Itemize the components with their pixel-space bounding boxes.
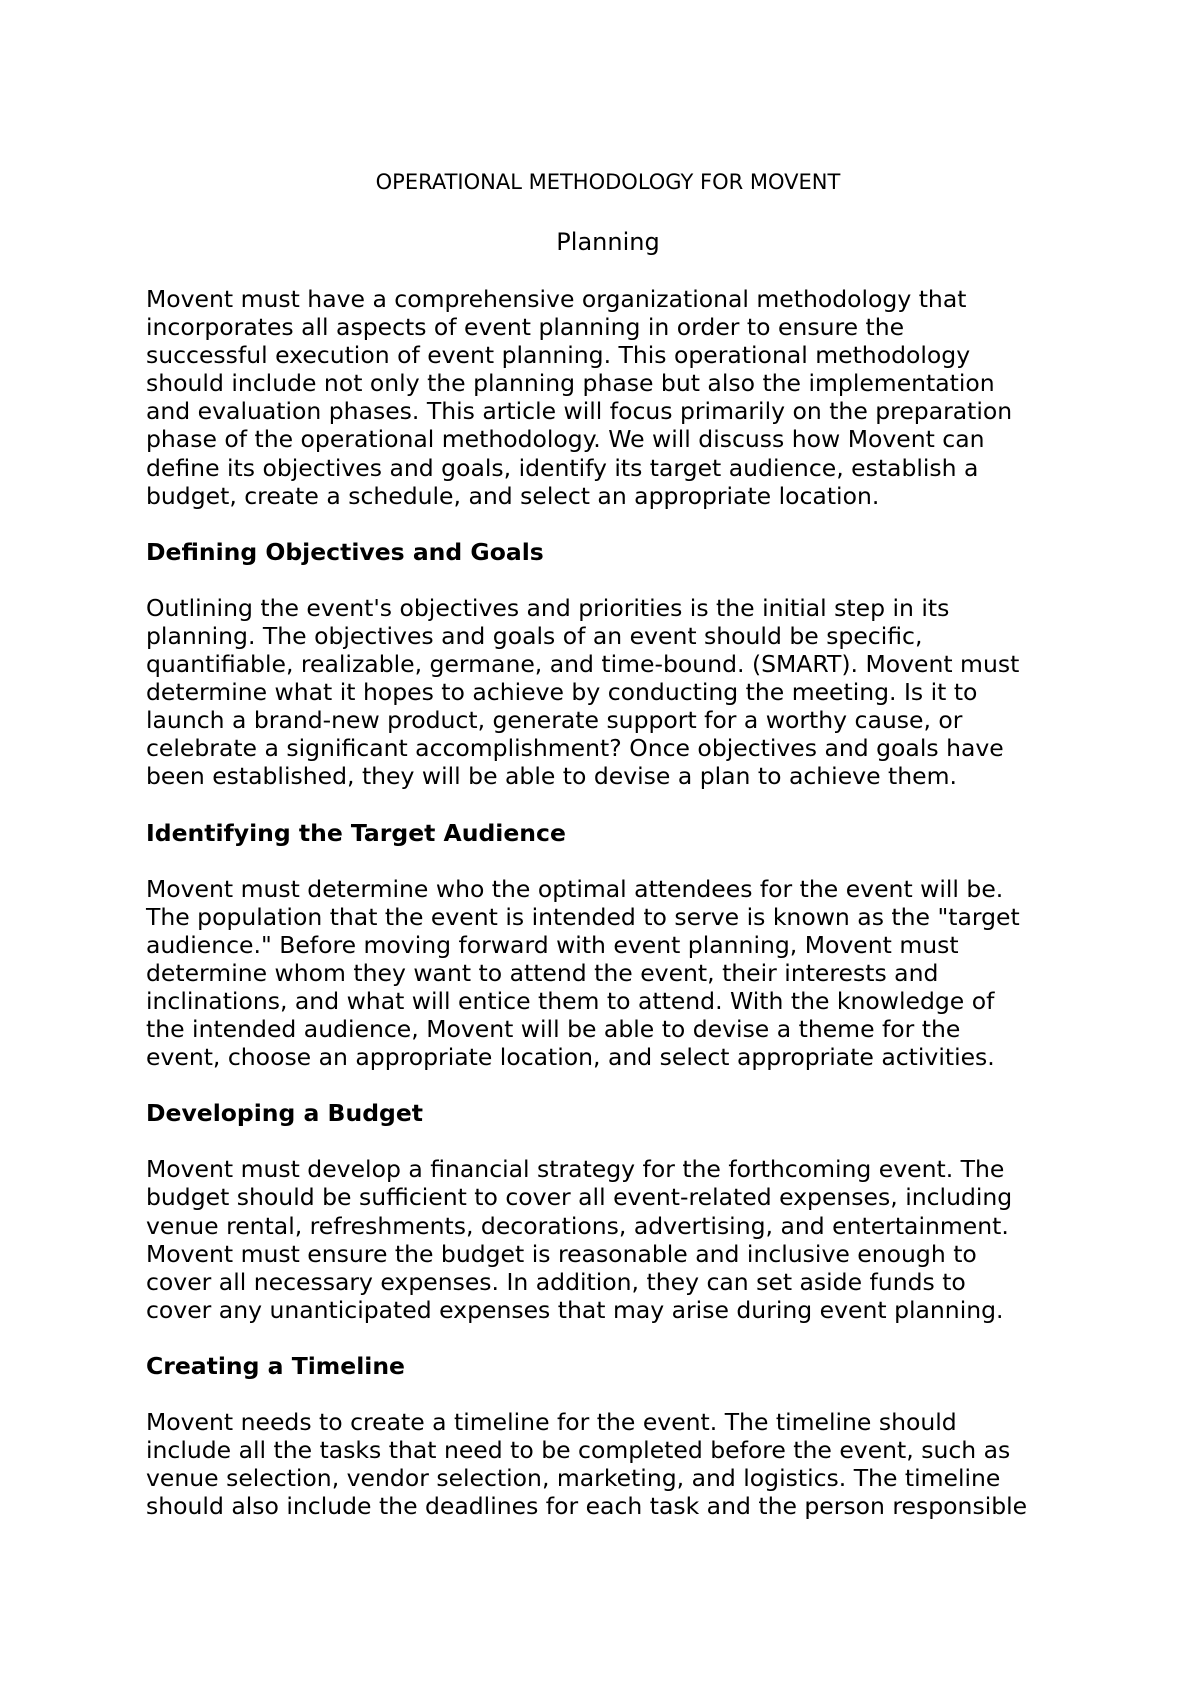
paragraph-line: Movent must have a comprehensive organizational methodology that [146, 285, 967, 313]
paragraph-line: audience." Before moving forward with event planning, Movent must [146, 930, 959, 959]
paragraph-line: The population that the event is intended to serve is known as the "target [146, 902, 1020, 931]
paragraph-line: determine what it hopes to achieve by conducting the meeting. Is it to [146, 678, 978, 707]
paragraph-line: successful execution of event planning. This operational methodology [146, 341, 971, 370]
paragraph-line: and evaluation phases. This article will focus primarily on the preparation [146, 397, 1013, 426]
paragraph-line: Movent must determine who the optimal attendees for the event will be. [146, 874, 1004, 903]
heading-target-audience: Identifying the Target Audience [146, 818, 566, 847]
paragraph-creating-timeline [146, 1408, 1070, 1520]
paragraph-line: venue rental, refreshments, decorations, advertising, and entertainment. [146, 1211, 1009, 1240]
paragraph-line: inclinations, and what will entice them to attend. With the knowledge of [146, 986, 995, 1015]
paragraph-line: cover any unanticipated expenses that may arise during event planning. [146, 1295, 1004, 1324]
paragraph-line: quantifiable, realizable, germane, and time-bound. (SMART). Movent must [146, 650, 1020, 679]
paragraph-line: cover all necessary expenses. In addition, they can set aside funds to [146, 1267, 966, 1296]
paragraph-line: planning. The objectives and goals of an event should be specific, [146, 621, 923, 650]
section-title: Planning [556, 228, 660, 256]
paragraph-line: budget, create a schedule, and select an appropriate location. [146, 481, 880, 510]
paragraph-line: Outlining the event's objectives and priorities is the initial step in its [146, 593, 950, 622]
paragraph-line: phase of the operational methodology. We will discuss how Movent can [146, 425, 985, 454]
paragraph-line: been established, they will be able to devise a plan to achieve them. [146, 762, 957, 791]
paragraph-developing-budget [146, 1155, 1070, 1324]
heading-defining-objectives: Defining Objectives and Goals [146, 537, 544, 566]
paragraph-line: Movent must develop a financial strategy for the forthcoming event. The [146, 1155, 1005, 1184]
paragraph-line: celebrate a significant accomplishment? Once objectives and goals have [146, 734, 1004, 763]
paragraph-line: should include not only the planning phase but also the implementation [146, 369, 995, 398]
paragraph-line: should also include the deadlines for each task and the person responsible [146, 1492, 1028, 1521]
paragraph-line: Movent must ensure the budget is reasonable and inclusive enough to [146, 1239, 977, 1268]
paragraph-target-audience [146, 875, 1070, 1072]
paragraph-line: determine whom they want to attend the event, their interests and [146, 958, 939, 987]
paragraph-line: define its objectives and goals, identify its target audience, establish a [146, 453, 979, 482]
intro-paragraph [146, 285, 1070, 510]
paragraph-defining-objectives [146, 594, 1070, 791]
heading-developing-budget: Developing a Budget [146, 1099, 424, 1128]
paragraph-line: budget should be sufficient to cover all event-related expenses, including [146, 1183, 1013, 1212]
heading-creating-timeline: Creating a Timeline [146, 1351, 405, 1380]
paragraph-line: the intended audience, Movent will be able to devise a theme for the [146, 1015, 961, 1044]
paragraph-line: launch a brand-new product, generate support for a worthy cause, or [146, 706, 963, 735]
document-title: OPERATIONAL METHODOLOGY FOR MOVENT [375, 170, 841, 194]
paragraph-line: Movent needs to create a timeline for the event. The timeline should [146, 1408, 957, 1436]
paragraph-line: event, choose an appropriate location, and select appropriate activities. [146, 1043, 995, 1072]
paragraph-line: venue selection, vendor selection, marketing, and logistics. The timeline [146, 1464, 1001, 1493]
paragraph-line: incorporates all aspects of event planning in order to ensure the [146, 313, 905, 342]
paragraph-line: include all the tasks that need to be completed before the event, such as [146, 1436, 1011, 1465]
